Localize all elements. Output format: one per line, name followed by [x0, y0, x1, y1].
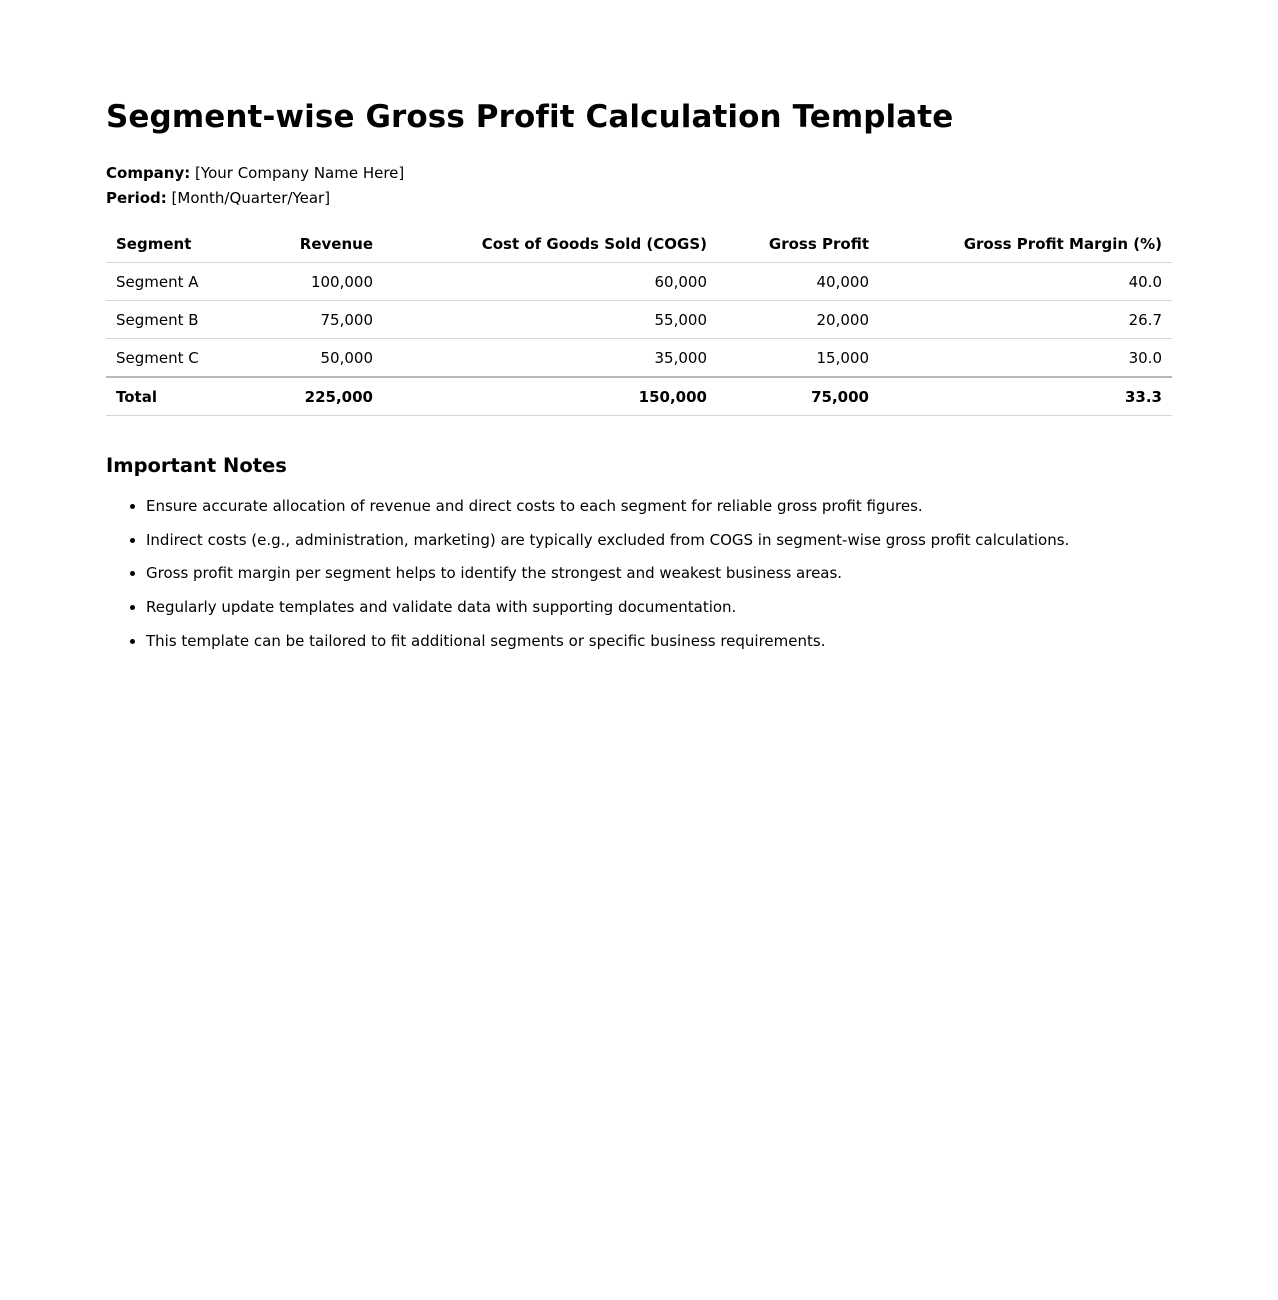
total-revenue-cell: 225,000	[254, 377, 383, 416]
list-item: • Indirect costs (e.g., administration, marketing) are typically excluded from COGS in segment-wise gross profit calculations.	[146, 530, 1172, 551]
segment-cell: Segment C	[106, 339, 254, 378]
document-meta	[106, 161, 1172, 211]
revenue-cell: 75,000	[254, 301, 383, 339]
period-line	[106, 186, 1172, 211]
header-segment: Segment	[106, 225, 254, 263]
margin-cell: 40.0	[879, 263, 1172, 301]
gross-profit-cell: 15,000	[717, 339, 879, 378]
total-label-cell: Total	[106, 377, 254, 416]
list-item: • Regularly update templates and validate data with supporting documentation.	[146, 597, 1172, 618]
page-title: Segment-wise Gross Profit Calculation Template	[106, 99, 954, 135]
cogs-cell: 35,000	[383, 339, 717, 378]
period-value: [Month/Quarter/Year]	[171, 189, 331, 207]
header-revenue: Revenue	[254, 225, 383, 263]
margin-cell: 26.7	[879, 301, 1172, 339]
segment-cell: Segment B	[106, 301, 254, 339]
table-row	[106, 339, 1172, 378]
cogs-cell: 55,000	[383, 301, 717, 339]
gross-profit-cell: 40,000	[717, 263, 879, 301]
header-gross-profit-margin: Gross Profit Margin (%)	[879, 225, 1172, 263]
header-gross-profit: Gross Profit	[717, 225, 879, 263]
total-gross-profit-cell: 75,000	[717, 377, 879, 416]
document	[106, 96, 1172, 664]
list-item: • Gross profit margin per segment helps to identify the strongest and weakest business areas.	[146, 563, 1172, 584]
period-label: Period:	[106, 189, 167, 207]
company-value: [Your Company Name Here]	[195, 164, 405, 182]
header-cogs: Cost of Goods Sold (COGS)	[383, 225, 717, 263]
segment-cell: Segment A	[106, 263, 254, 301]
revenue-cell: 100,000	[254, 263, 383, 301]
total-margin-cell: 33.3	[879, 377, 1172, 416]
company-label: Company:	[106, 164, 191, 182]
notes-heading: Important Notes	[106, 454, 287, 477]
total-row	[106, 377, 1172, 416]
table-row	[106, 263, 1172, 301]
revenue-cell: 50,000	[254, 339, 383, 378]
table-row	[106, 301, 1172, 339]
gross-profit-cell: 20,000	[717, 301, 879, 339]
list-item: • Ensure accurate allocation of revenue and direct costs to each segment for reliable gross profit figures.	[146, 496, 1172, 517]
cogs-cell: 60,000	[383, 263, 717, 301]
total-cogs-cell: 150,000	[383, 377, 717, 416]
table-header-row	[106, 225, 1172, 263]
company-line	[106, 161, 1172, 186]
gross-profit-table	[106, 225, 1172, 416]
margin-cell: 30.0	[879, 339, 1172, 378]
list-item: • This template can be tailored to fit additional segments or specific business requirements.	[146, 631, 1172, 652]
notes-list	[106, 496, 1172, 652]
